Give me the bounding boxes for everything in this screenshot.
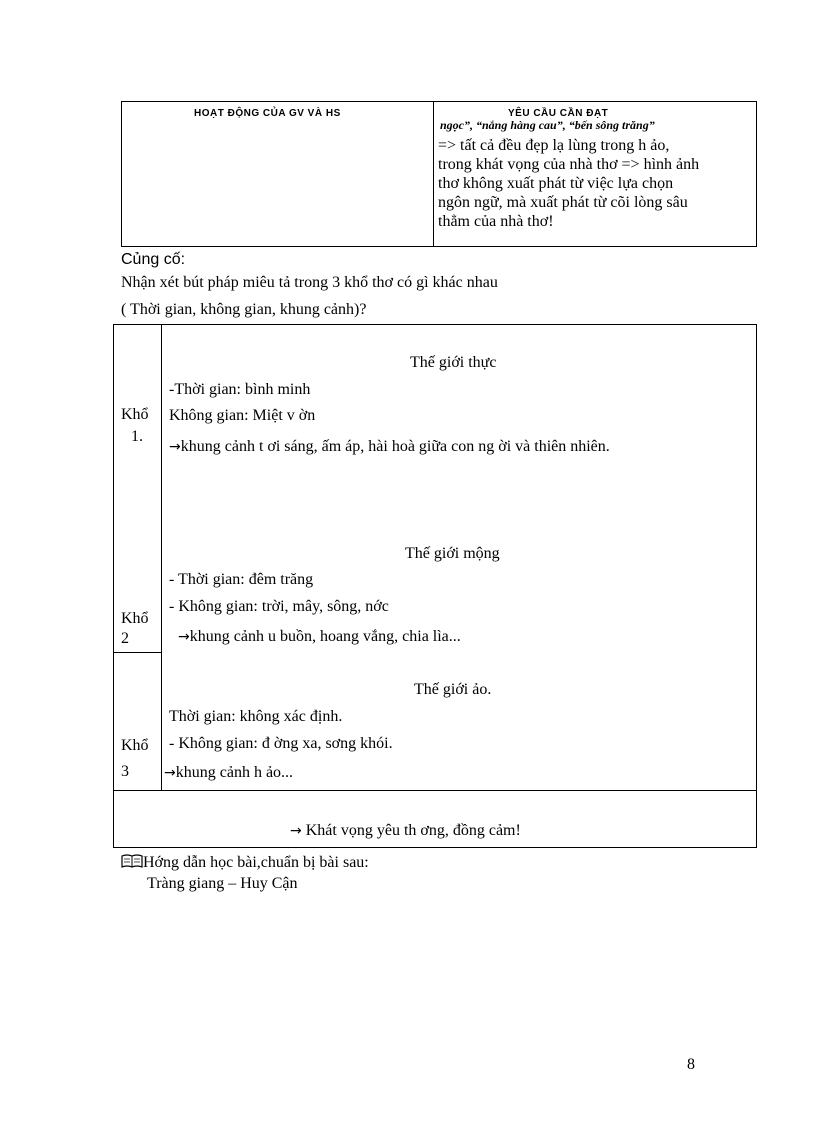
comparison-table [113,324,757,848]
activity-table [121,101,757,247]
requirement-line: trong khát vọng của nhà thơ => hình ảnh [438,156,700,173]
column-divider [433,102,434,246]
right-arrow-icon: → [164,765,176,781]
table-column-divider [161,325,162,790]
stanza-scene [169,437,610,457]
header-requirements: YÊU CẦU CẦN ĐẠT [508,108,609,119]
poem-quote-line: ngọc”, “nắng hàng cau”, “bến sông trăng” [440,118,655,132]
stanza-title: Thế giới mộng [405,545,500,562]
study-guide [121,853,369,875]
requirement-line: thơ không xuất phát từ việc lựa chọn [438,175,674,192]
stanza-time: - Thời gian: đêm trăng [169,571,314,588]
question-line-criteria: ( Thời gian, không gian, khung cảnh)? [121,301,367,318]
stanza-label: Khổ [121,406,149,423]
stanza-title: Thế giới ảo. [414,681,492,698]
conclusion-text: Khát vọng yêu th ơng, đồng cảm! [305,822,521,839]
requirement-line: ngôn ngữ, mà xuất phát từ cõi lòng sâu [438,194,688,211]
scene-text: khung cảnh h ảo... [175,764,294,781]
page-number: 8 [687,1056,695,1073]
table-row-divider [114,652,162,653]
next-lesson: Tràng giang – Huy Cận [147,875,298,892]
stanza-scene [164,763,293,783]
right-arrow-icon: → [290,823,302,839]
stanza-space: - Không gian: đ ờng xa, sơng khói. [169,735,393,752]
right-arrow-icon: → [178,629,190,645]
open-book-icon [121,854,143,875]
stanza-space: Không gian: Miệt v ờn [169,407,316,424]
stanza-number: 2 [121,630,129,647]
question-line: Nhận xét bút pháp miêu tả trong 3 khổ thơ có gì khác nhau [121,274,498,291]
table-row-divider [114,790,756,791]
stanza-title: Thế giới thực [410,354,497,371]
header-activities: HOẠT ĐỘNG CỦA GV VÀ HS [194,108,341,119]
section-heading: Củng cố: [121,251,186,268]
stanza-number: 1. [131,428,143,445]
conclusion [290,821,521,841]
guide-text: Hớng dẫn học bài,chuẩn bị bài sau: [143,854,369,871]
stanza-time: Thời gian: không xác định. [169,708,343,725]
requirement-line: => tất cả đều đẹp lạ lùng trong h ảo, [438,137,670,154]
requirement-line: thẳm của nhà thơ! [438,213,554,230]
stanza-scene [178,627,461,647]
requirements-text [438,136,699,231]
right-arrow-icon: → [169,439,181,455]
stanza-space: - Không gian: trời, mây, sông, nớc [169,598,389,615]
stanza-number: 3 [121,763,129,780]
stanza-label: Khổ [121,610,149,627]
stanza-label: Khổ [121,737,149,754]
stanza-time: -Thời gian: bình minh [169,381,311,398]
scene-text: khung cảnh u buồn, hoang vắng, chia lìa... [189,628,461,645]
scene-text: khung cảnh t ơi sáng, ấm áp, hài hoà giữa con ng ời và thiên nhiên. [180,438,610,455]
